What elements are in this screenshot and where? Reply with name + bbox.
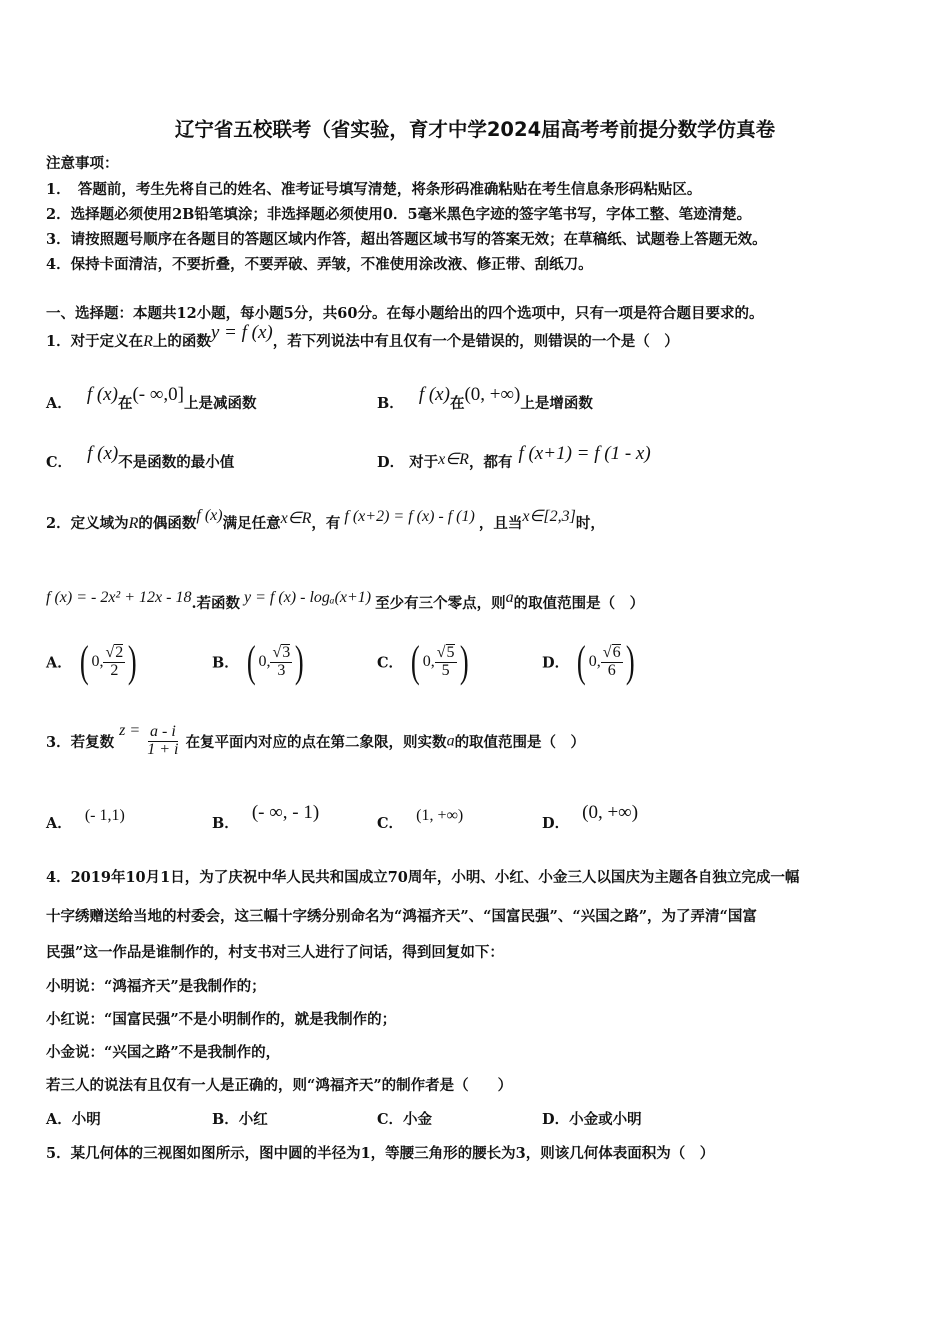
- q2-option-b: [212, 637, 307, 686]
- q1-text-2: 上的函数: [152, 333, 211, 350]
- q2-option-b-label: B．: [212, 654, 239, 672]
- notice-item-1: 1． 答题前，考生先将自己的姓名、准考证号填写清楚，将条形码准确粘贴在考生信息条形码粘贴区。: [46, 181, 702, 198]
- q2-option-d-label: D．: [542, 654, 570, 672]
- q2-option-d-zero: 0,: [588, 653, 601, 670]
- q2-text-6: 时，: [575, 515, 605, 532]
- q2-option-d-rparen: ): [625, 637, 635, 686]
- q4-line-7: 若三人的说法有且仅有一人是正确的，则“鸿福齐天”的制作者是（ ）: [46, 1077, 513, 1094]
- q2-option-c-den: 5: [441, 662, 450, 679]
- q4-option-c: [377, 1108, 432, 1129]
- q4-line-1: 4．2019年10月1日，为了庆祝中华人民共和国成立70周年，小明、小红、小金三人以国庆为主题各自独立完成一幅: [46, 869, 800, 886]
- q2-text-5: ，且当: [478, 515, 523, 532]
- q3-option-d-value: (0, +∞): [582, 802, 639, 823]
- q1-option-d-t1: 对于: [409, 454, 439, 471]
- q1-option-b-t1: 在: [449, 395, 465, 412]
- q4-line-4: 小明说：“鸿福齐天”是我制作的；: [46, 978, 266, 995]
- question-1-stem: [46, 322, 679, 352]
- q1-option-c: [46, 443, 235, 473]
- q1-option-d-cond: x∈R: [438, 451, 469, 468]
- q2-option-c: [377, 637, 471, 686]
- q2-piece-function: f (x) = - 2x² + 12x - 18: [46, 589, 192, 606]
- q2-text-1: 2．定义域为: [46, 515, 129, 532]
- q1-option-a-t1: 在: [117, 395, 133, 412]
- q2-option-c-rparen: ): [459, 637, 469, 686]
- q1-option-b-t2: 上是增函数: [520, 395, 593, 412]
- q3-text-2: 在复平面内对应的点在第二象限，则实数: [185, 733, 447, 751]
- q2-equation: f (x+2) = f (x) - f (1): [344, 508, 475, 525]
- q2-option-a-den: 2: [110, 662, 119, 679]
- q1-option-a-f: f (x): [86, 384, 118, 405]
- q2-option-d-den: 6: [607, 662, 616, 679]
- q3-text-3: 的取值范围是（ ）: [454, 733, 586, 751]
- q1-option-a-label: A．: [46, 395, 72, 412]
- q4-option-b-value: 小红: [238, 1111, 268, 1128]
- q3-option-b: [212, 802, 320, 834]
- q1-option-b: [377, 384, 593, 414]
- q2-option-b-den: 3: [277, 662, 286, 679]
- q1-option-b-f: f (x): [418, 384, 450, 405]
- q3-denominator: 1 + i: [147, 740, 179, 758]
- q2-option-a-zero: 0,: [91, 653, 104, 670]
- q4-line-3: 民强”这一作品是谁制作的，村支书对三人进行了问话，得到回复如下：: [46, 944, 504, 961]
- question-2-stem-line2: [46, 589, 645, 613]
- q2-option-a-rparen: ): [128, 637, 137, 686]
- q2-text-2: 的偶函数: [138, 515, 197, 532]
- q4-option-d-label: D．: [542, 1111, 570, 1128]
- q2-option-a: [46, 637, 140, 686]
- q1-text-1: 1．对于定义在: [46, 333, 144, 350]
- q3-option-b-label: B．: [212, 815, 239, 832]
- q4-option-a-value: 小明: [71, 1111, 101, 1128]
- q2-text-3: 满足任意: [222, 515, 281, 532]
- q2-option-c-label: C．: [377, 654, 404, 672]
- q4-option-a: [46, 1108, 101, 1129]
- q1-option-a-t2: 上是减函数: [183, 395, 257, 412]
- notice-heading: 注意事项：: [46, 155, 119, 172]
- q1-option-d: [377, 443, 651, 473]
- q3-option-b-value: (- ∞, - 1): [251, 802, 320, 823]
- q2-range: x∈[2,3]: [522, 508, 576, 525]
- q3-param-a: a: [446, 732, 455, 750]
- q2-option-c-root: 5: [446, 644, 455, 662]
- q4-option-c-value: 小金: [403, 1111, 433, 1128]
- q1-option-b-label: B．: [377, 395, 404, 412]
- section-heading: 一、选择题：本题共12小题，每小题5分，共60分。在每小题给出的四个选项中，只有一项是符合题目要求的。: [46, 305, 764, 322]
- q2-set-r: R: [128, 515, 139, 532]
- q2-option-a-root: 2: [115, 644, 124, 662]
- q2-option-b-root: 3: [282, 644, 291, 662]
- notice-item-3: 3．请按照题号顺序在各题目的答题区域内作答，超出答题区域书写的答案无效；在草稿纸、试题卷上答题无效。: [46, 231, 767, 248]
- q2-option-a-lparen: (: [79, 637, 89, 686]
- q1-option-c-f: f (x): [87, 443, 119, 464]
- notice-item-4: 4．保持卡面清洁，不要折叠，不要弄破、弄皱，不准使用涂改液、修正带、刮纸刀。: [46, 256, 593, 273]
- q4-option-c-label: C．: [377, 1111, 404, 1128]
- q1-option-d-label: D．: [377, 454, 405, 471]
- q3-option-c: [377, 807, 464, 833]
- q2-option-b-lparen: (: [246, 637, 256, 686]
- q3-option-a-label: A．: [46, 815, 72, 832]
- q2-option-b-rparen: ): [295, 637, 304, 686]
- q1-option-b-interval: (0, +∞): [464, 384, 521, 405]
- q4-option-a-label: A．: [46, 1111, 72, 1128]
- q1-set-r: R: [143, 333, 153, 350]
- q2-option-b-zero: 0,: [258, 653, 271, 670]
- q2-option-c-fraction: $\frac{√5}{5}$: [436, 644, 455, 679]
- q5-stem: 5．某几何体的三视图如图所示，图中圆的半径为1，等腰三角形的腰长为3，则该几何体表面积为（ ）: [46, 1145, 715, 1162]
- q3-text-1: 3．若复数: [46, 733, 115, 751]
- q4-option-b: [212, 1108, 268, 1129]
- page-title: 辽宁省五校联考（省实验，育才中学2024届高考考前提分数学仿真卷: [174, 118, 776, 141]
- q2-zero-function: y = f (x) - logₐ(x+1): [244, 589, 372, 606]
- q2-cond: x∈R: [280, 510, 312, 527]
- q3-option-d: [542, 802, 639, 834]
- q2-option-d-root: 6: [612, 644, 621, 662]
- q3-option-d-label: D．: [542, 815, 570, 832]
- q4-line-5: 小红说：“国富民强”不是小明制作的，就是我制作的；: [46, 1011, 397, 1028]
- q2-line2-text-1: .若函数: [191, 595, 241, 612]
- q2-option-d-lparen: (: [577, 637, 586, 686]
- q1-option-c-t1: 不是函数的最小值: [118, 454, 235, 471]
- q3-numerator: a - i: [149, 723, 176, 740]
- q4-option-d-value: 小金或小明: [569, 1111, 642, 1128]
- q4-line-6: 小金说：“兴国之路”不是我制作的，: [46, 1044, 281, 1061]
- q3-option-c-value: (1, +∞): [416, 807, 464, 824]
- q2-option-b-fraction: $\frac{√3}{3}$: [272, 644, 291, 679]
- q1-option-c-label: C．: [46, 454, 73, 471]
- q2-option-c-zero: 0,: [422, 653, 435, 670]
- notice-item-2: 2．选择题必须使用2B铅笔填涂；非选择题必须使用0．5毫米黑色字迹的签字笔书写，字体工整、笔迹清楚。: [46, 206, 752, 223]
- q2-option-a-fraction: $\frac{√2}{2}$: [105, 644, 124, 679]
- q4-option-d: [542, 1108, 642, 1129]
- q2-line2-text-2: 至少有三个零点，则: [375, 595, 506, 612]
- q1-option-a: [46, 384, 257, 414]
- question-3-stem: [46, 724, 585, 759]
- q2-option-c-lparen: (: [411, 637, 420, 686]
- q4-option-b-label: B．: [212, 1111, 239, 1128]
- q3-option-a: [46, 807, 125, 833]
- q2-option-d: [542, 637, 637, 686]
- q1-option-d-eq: f (x+1) = f (1 - x): [518, 443, 651, 464]
- q1-function: y = f (x): [210, 322, 273, 343]
- q3-option-a-value: (- 1,1): [84, 807, 125, 824]
- q2-line2-text-3: 的取值范围是（ ）: [513, 595, 645, 612]
- q1-option-d-t2: ，都有: [468, 454, 513, 471]
- q2-option-a-label: A．: [46, 654, 72, 672]
- q1-option-a-interval: (- ∞,0]: [132, 384, 184, 405]
- q3-option-c-label: C．: [377, 815, 404, 832]
- q1-text-3: ，若下列说法中有且仅有一个是错误的，则错误的一个是（ ）: [272, 333, 679, 350]
- q2-option-d-fraction: $\frac{√6}{6}$: [602, 644, 621, 679]
- q4-line-2: 十字绣赠送给当地的村委会，这三幅十字绣分别命名为“鸿福齐天”、“国富民强”、“兴国之路”，为了弄清“国富: [46, 908, 757, 925]
- q3-z: z =: [119, 722, 141, 740]
- q2-fx: f (x): [196, 507, 223, 524]
- q2-text-4: ，有: [311, 515, 341, 532]
- question-2-stem-line1: [46, 507, 605, 533]
- q2-param-a: a: [505, 589, 514, 606]
- q3-fraction: [145, 724, 180, 759]
